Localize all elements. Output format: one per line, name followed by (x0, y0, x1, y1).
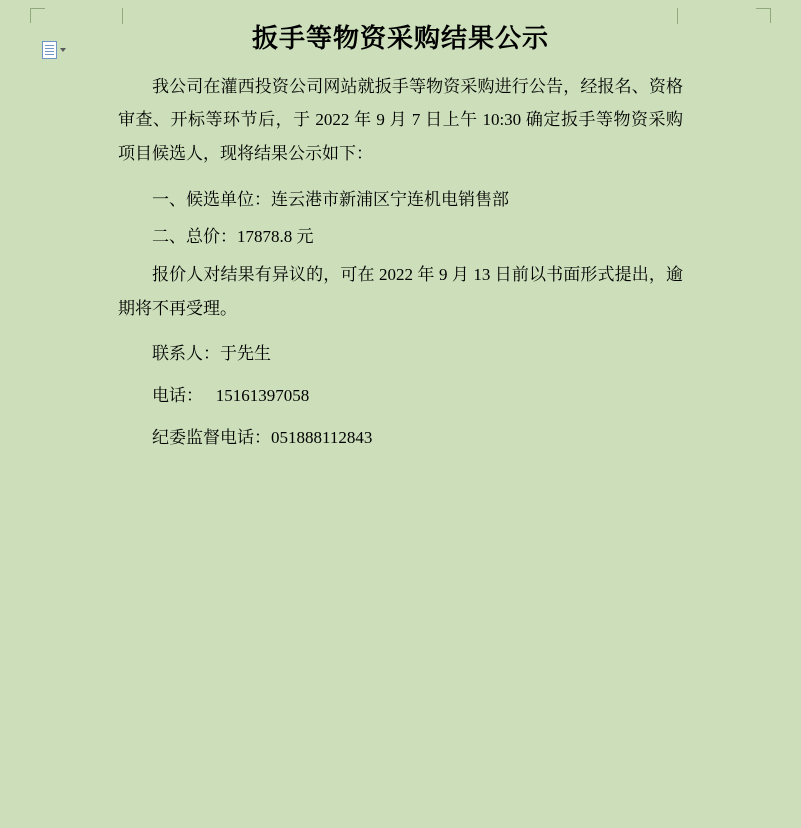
paragraph-supervision-phone: 纪委监督电话：051888112843 (152, 427, 373, 447)
paragraph-candidate-unit: 一、候选单位：连云港市新浦区宁连机电销售部 (152, 189, 509, 209)
paragraph-phone: 电话： 15161397058 (152, 386, 310, 406)
paragraph-intro: 我公司在灌西投资公司网站就扳手等物资采购进行公告，经报名、资格审查、开标等环节后，于 2022 年 9 月 7 日上午 10:30 确定扳手等物资采购项目候选人，现将结果公示如下： (118, 76, 683, 164)
paragraph-total-price: 二、总价：17878.8 元 (152, 227, 314, 247)
crop-mark-top-left (30, 8, 45, 23)
paragraph-contact-person: 联系人：于先生 (152, 344, 271, 364)
chevron-down-icon[interactable] (60, 48, 66, 52)
document-page-icon (42, 41, 57, 59)
document-icon[interactable] (42, 40, 66, 60)
page-title: 扳手等物资采购结果公示 (251, 24, 549, 53)
paragraph-objection-notice: 报价人对结果有异议的，可在 2022 年 9 月 13 日前以书面形式提出，逾期将不再受理。 (118, 265, 683, 318)
crop-mark-top-right (756, 8, 771, 23)
document-body (118, 22, 683, 462)
